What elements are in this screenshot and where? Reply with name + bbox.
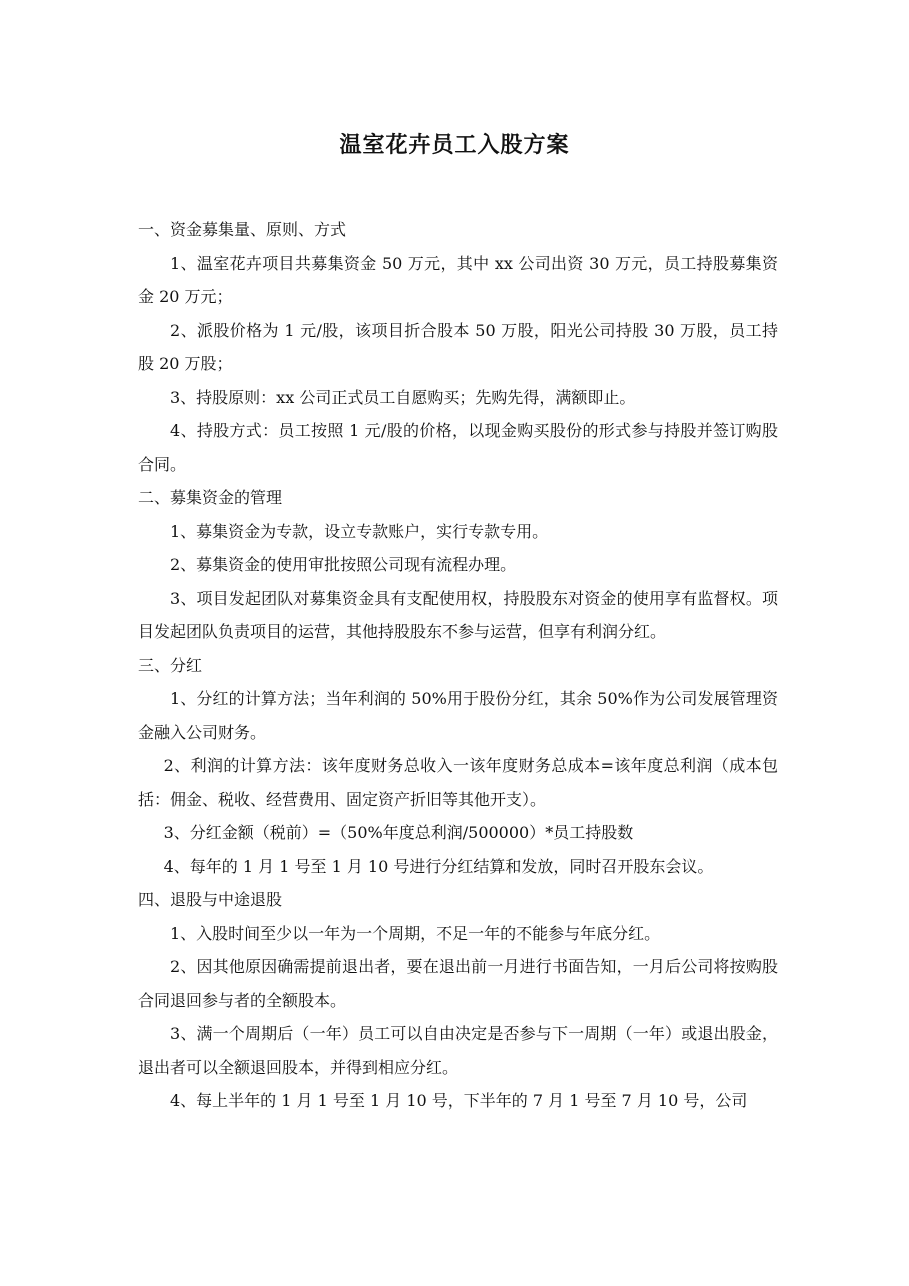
- paragraph-2-2: 2、募集资金的使用审批按照公司现有流程办理。: [170, 555, 517, 574]
- paragraph-3-3: 3、分红金额（税前）=（50%年度总利润/500000）*员工持股数: [163, 823, 634, 842]
- paragraph-4-3: 3、满一个周期后（一年）员工可以自由决定是否参与下一周期（一年）或退出股金，退出者可以全额退回股本，并得到相应分红。: [138, 1024, 778, 1077]
- paragraph-1-4: 4、持股方式：员工按照 1 元/股的价格，以现金购买股份的形式参与持股并签订购股合同。: [138, 421, 778, 474]
- paragraph-3-2: 2、利润的计算方法：该年度财务总收入一该年度财务总成本=该年度总利润（成本包括：佣金、税收、经营费用、固定资产折旧等其他开支）。: [138, 756, 778, 809]
- section-heading-1: 一、资金募集量、原则、方式: [138, 220, 347, 239]
- paragraph-4-2: 2、因其他原因确需提前退出者，要在退出前一月进行书面告知，一月后公司将按购股合同退回参与者的全额股本。: [138, 957, 778, 1010]
- document-title: 温室花卉员工入股方案: [339, 132, 570, 158]
- paragraph-3-4: 4、每年的 1 月 1 号至 1 月 10 号进行分红结算和发放，同时召开股东会议。: [163, 856, 714, 876]
- paragraph-2-3: 3、项目发起团队对募集资金具有支配使用权，持股股东对资金的使用享有监督权。项目发起团队负责项目的运营，其他持股股东不参与运营，但享有利润分红。: [138, 588, 778, 641]
- paragraph-2-1: 1、募集资金为专款，设立专款账户，实行专款专用。: [170, 521, 549, 541]
- paragraph-3-1: 1、分红的计算方法；当年利润的 50%用于股份分红，其余 50%作为公司发展管理资金融入公司财务。: [138, 689, 778, 742]
- paragraph-1-2: 2、派股价格为 1 元/股，该项目折合股本 50 万股，阳光公司持股 30 万股，员工持股 20 万股；: [138, 320, 778, 373]
- paragraph-1-1: 1、温室花卉项目共募集资金 50 万元，其中 xx 公司出资 30 万元，员工持股募集资金 20 万元；: [138, 253, 778, 306]
- paragraph-1-3: 3、持股原则：xx 公司正式员工自愿购买；先购先得，满额即止。: [170, 387, 636, 407]
- section-heading-2: 二、募集资金的管理: [138, 488, 283, 507]
- document-body: [138, 213, 778, 1118]
- section-heading-4: 四、退股与中途退股: [138, 890, 283, 909]
- paragraph-4-1: 1、入股时间至少以一年为一个周期，不足一年的不能参与年底分红。: [170, 923, 661, 943]
- paragraph-4-4: 4、每上半年的 1 月 1 号至 1 月 10 号，下半年的 7 月 1 号至 7 月 10 号，公司: [170, 1091, 748, 1110]
- section-heading-3: 三、分红: [138, 655, 203, 675]
